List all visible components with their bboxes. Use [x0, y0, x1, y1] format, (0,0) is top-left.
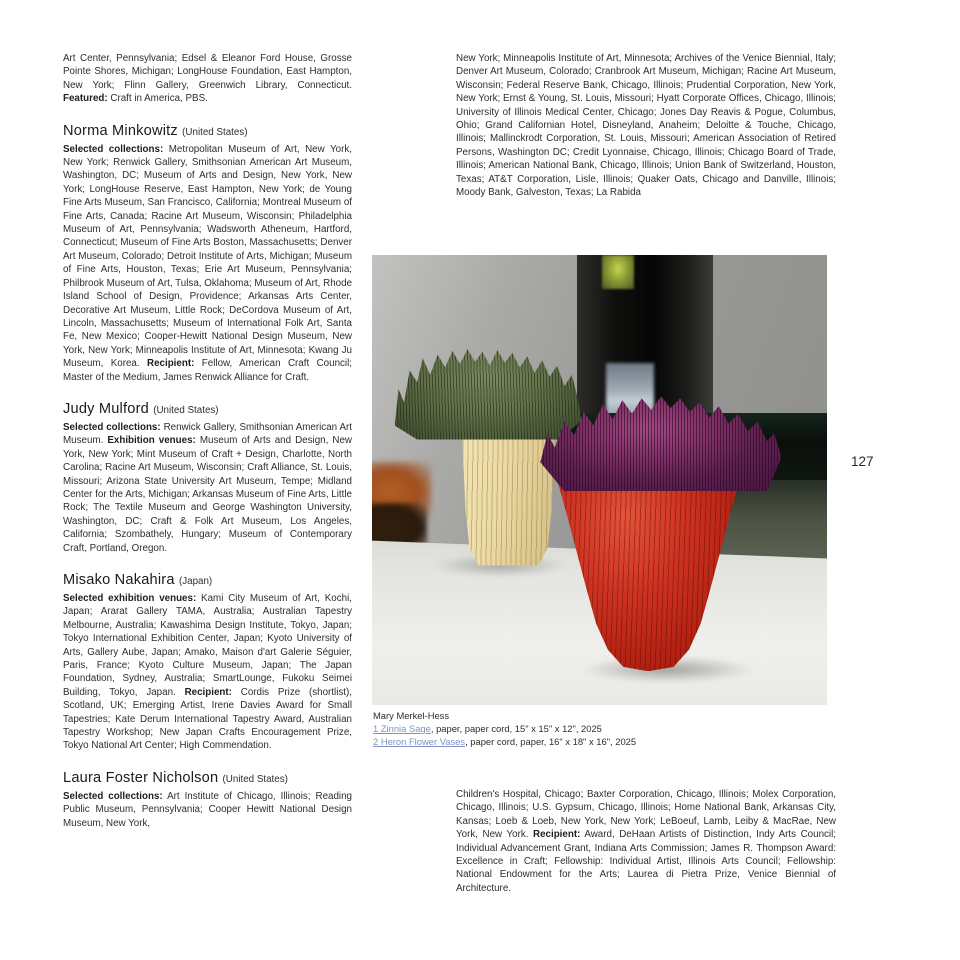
artist-country: (Japan) — [178, 576, 213, 587]
artist-bio: Selected collections: Renwick Gallery, Smithsonian American Art Museum. Exhibition venues: Museum of Arts and Design, New York, New York; Mint Museum of Craft + Design, Charlotte, North Carolina; Racine Art Museum, Wisconsin; Craft Alliance, St. Louis, Missouri; Arizona State University Art Museum, Tempe; Midland Center for the Arts, Michigan; Arkansas Museum of Fine Arts, Little Rock; The Textile Museum and George Washington University, Washington, DC; Craft & Folk Art Museum, Los Angeles, California; Szombathely, Hungary; Museum of Contemporary Craft, Portland, Oregon. — [63, 421, 352, 554]
artist-heading — [63, 123, 352, 139]
artist-country: (United States) — [153, 404, 219, 416]
artwork-title-link[interactable]: 2 Heron Flower Vases — [373, 735, 466, 747]
artist-country: (United States) — [182, 126, 248, 138]
entry-laura-foster-nicholson — [63, 770, 352, 830]
artwork-photo — [372, 255, 827, 705]
artist-heading — [63, 572, 352, 588]
photo-cream-vessel-body — [458, 419, 558, 565]
bold-label: Recipient: — [147, 358, 195, 370]
bold-label: Featured: — [63, 93, 108, 105]
artist-bio: Selected collections: Art Institute of Chicago, Illinois; Reading Public Museum, Pennsylvania; Cooper Hewitt National Design Museum, New York, — [63, 790, 352, 829]
bold-label: Recipient: — [533, 829, 581, 841]
artist-country: (United States) — [222, 773, 288, 785]
caption-line-2: 2 Heron Flower Vases, paper cord, paper, 16" x 18" x 16", 2025 — [373, 735, 637, 747]
right-column-top-paragraph: New York; Minneapolis Institute of Art, Minnesota; Archives of the Venice Biennial, Italy; Denver Art Museum, Colorado; Cranbrook Art Museum, Michigan; Racine Art Museum, Wisconsin; Federal Reserve Bank, Chicago, Illinois; Prudential Corporation, New York, New York; Ernst & Young, St. Louis, Missouri; Hyatt Corporate Offices, Chicago, Illinois; University of Illinois Medical Center, Chicago; Jones Day Reavis & Pogue, Columbus, Ohio; Grand Californian Hotel, Disneyland, Anaheim; Deloitte & Touche, Chicago, Illinois; Mallinckrodt Corporation, St. Louis, Missouri; American Association of Retired Persons, Washington DC; Credit Lyonnaise, Chicago, Illinois; Chicago Board of Trade, Illinois; American National Bank, Chicago, Illinois; Union Bank of Switzerland, Houston, Texas; AT&T Corporation, Lisle, Illinois; Quaker Oats, Chicago and Danville, Illinois; Moody Bank, Galveston, Texas; La Rabida — [456, 53, 836, 199]
right-column-bottom-paragraph: Children's Hospital, Chicago; Baxter Corporation, Chicago, Illinois; Molex Corporation, Chicago, Illinois; U.S. Gypsum, Chicago, Illinois; Home National Bank, Arkansas City, Kansas; Loeb & Loeb, New York, New York; LeBoeuf, Lamb, Leiby & MacRae, New York, New York. Recipient: Award, DeHaan Artists of Distinction, Indy Arts Council; Individual Advancement Grant, Indiana Arts Commission; James R. Thompson Award: Excellence in Craft; Fellowship: Individual Artist, Illinois Arts Council; Fellowship: National Endowment for the Arts; Laurea di Pietra Prize, Venice Biennial of Architecture. — [456, 789, 836, 894]
artist-name: Laura Foster Nicholson — [63, 769, 219, 786]
bold-label: Selected collections: — [63, 790, 163, 802]
artist-heading — [63, 401, 352, 417]
photo-caption — [373, 710, 825, 749]
artist-bio: Selected collections: Metropolitan Museum of Art, New York, New York; Renwick Gallery, Smithsonian American Art Museum, Washington, DC; Museum of Arts and Design, New York, New York; LongHouse Reserve, East Hampton, New York; de Young Fine Arts Museum, San Francisco, California; Montreal Museum of Fine Arts, Canada; Racine Art Museum, Wisconsin; Philadelphia Museum of Art, Pennsylvania; Wadsworth Atheneum, Hartford, Connecticut; Museum of Fine Arts Boston, Massachusetts; Denver Art Museum, Colorado; Detroit Institute of Arts, Michigan; Museum of Fine Arts, Houston, Texas; Erie Art Museum, Pennsylvania; Philbrook Museum of Art, Tulsa, Oklahoma; Museum of Art, Rhode Island School of Design, Providence; Arkansas Arts Center, Decorative Art Museum, Little Rock; DeCordova Museum of Art, Lincoln, Massachusetts; Museum of International Folk Art, Santa Fe, New Mexico; Cooper-Hewitt National Design Museum, New York, New York; Minneapolis Institute of Art, Minnesota; Kwang Ju Museum, Korea. Recipient: Fellow, American Craft Council; Master of the Medium, James Renwick Alliance for Craft. — [63, 143, 352, 383]
bold-label: Selected collections: — [63, 143, 164, 155]
entry-judy-mulford — [63, 401, 352, 555]
artist-name: Norma Minkowitz — [63, 122, 178, 139]
left-column — [63, 52, 352, 830]
entry-misako-nakahira — [63, 572, 352, 753]
artist-name: Misako Nakahira — [63, 572, 175, 588]
bold-label: Exhibition venues: — [107, 435, 196, 447]
artist-heading — [63, 770, 352, 786]
bold-label: Selected collections: — [63, 421, 161, 433]
caption-artist: Mary Merkel-Hess — [373, 710, 450, 721]
photo-green-highlight — [602, 255, 634, 289]
bold-label: Recipient: — [184, 686, 232, 698]
bold-label: Selected exhibition venues: — [63, 593, 197, 604]
artist-bio: Selected exhibition venues: Kami City Museum of Art, Kochi, Japan; Ararat Gallery TAMA, Australia; Australian Tapestry Melbourne, Australia; Kawashima Design Institute, Tokyo, Japan; Tokyo International Exhibition Center, Japan; Kyoto University of Arts, Gallery Aube, Japan; Amako, Maison d'art Galerie Séguier, Paris, France; Kyoto Culture Museum, Japan; The Japan Foundation, Sydney, Australia; SmartLounge, Fukoku Seimei Building, Tokyo, Japan. Recipient: Cordis Prize (shortlist), Scotland, UK; Emerging Artist, Irene Davies Award for Small Tapestries; Kate Derum International Tapestry Award, Australian Tapestry Workshop; New Japan Crafts Encouragement Prize, Tokyo National Art Center; High Commendation. — [63, 593, 352, 752]
entry-norma-minkowitz — [63, 123, 352, 384]
page-number: 127 — [851, 454, 874, 469]
artist-name: Judy Mulford — [63, 400, 149, 417]
caption-line-1: 1 Zinnia Sage, paper, paper cord, 15" x 15" x 12", 2025 — [373, 722, 602, 734]
intro-paragraph: Art Center, Pennsylvania; Edsel & Eleanor Ford House, Grosse Pointe Shores, Michigan; LongHouse Foundation, East Hampton, New York; Flinn Gallery, Greenwich Library, Connecticut. Featured: Craft in America, PBS. — [63, 53, 352, 105]
artwork-title-link[interactable]: 1 Zinnia Sage — [373, 722, 431, 734]
